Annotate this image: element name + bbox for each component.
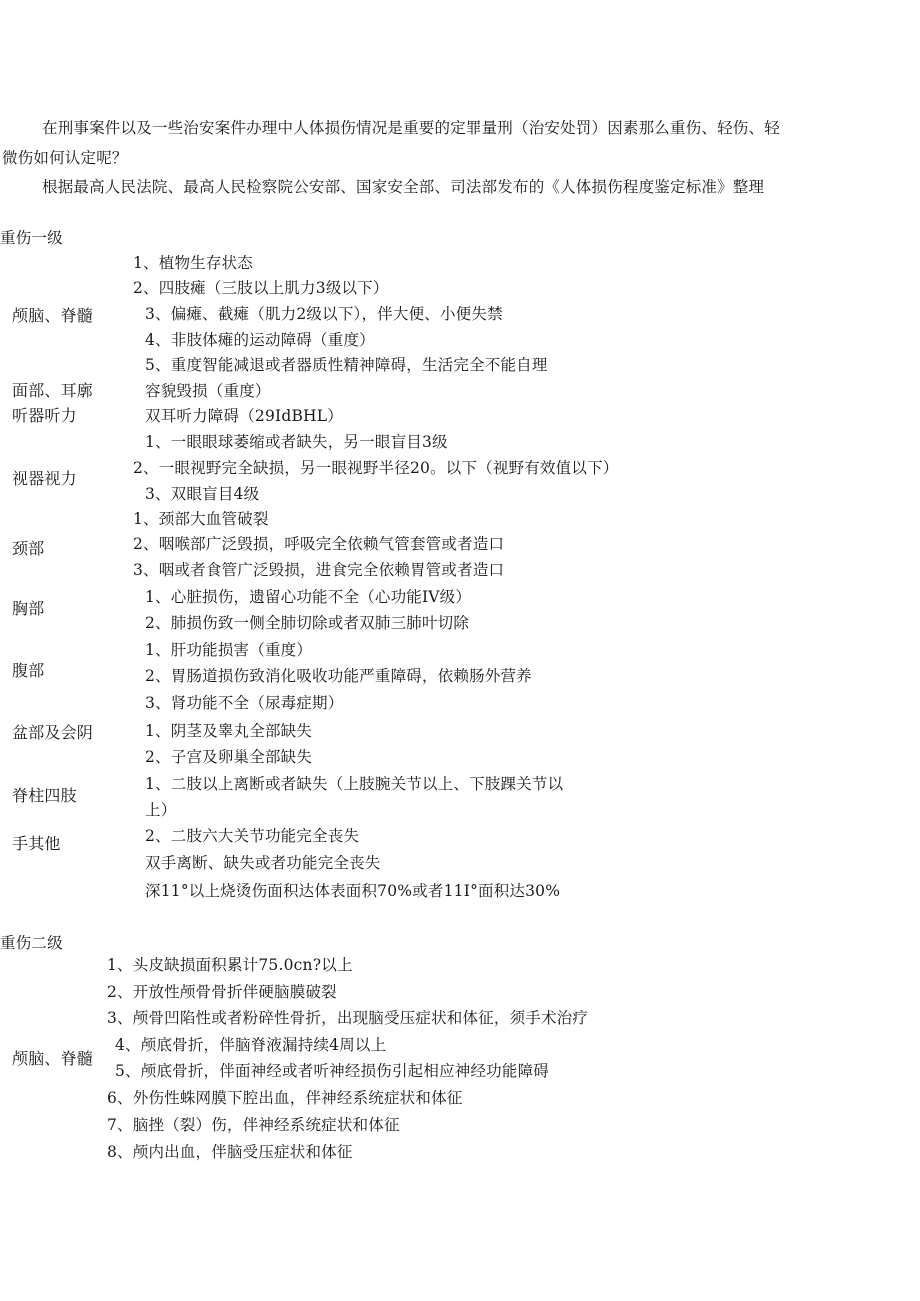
item-brain-1: 1、植物生存状态 — [133, 254, 253, 272]
item-l2-brain-1: 1、头皮缺损面积累计75.0cn?以上 — [107, 956, 353, 974]
item-vision-1: 1、一眼眼球萎缩或者缺失，另一眼盲目3级 — [145, 433, 448, 451]
item-neck-2: 2、咽喉部广泛毁损，呼吸完全依赖气管套管或者造口 — [133, 535, 505, 553]
item-pelvis-2: 2、子宫及卵巢全部缺失 — [145, 748, 313, 766]
item-vision-3: 3、双眼盲目4级 — [145, 485, 260, 503]
section-title-level1: 重伤一级 — [0, 229, 63, 247]
item-abdomen-2: 2、胃肠道损伤致消化吸收功能严重障碍，依赖肠外营养 — [145, 667, 532, 685]
item-abdomen-3: 3、肾功能不全（尿毒症期） — [145, 694, 344, 712]
item-l2-brain-2: 2、开放性颅骨骨折伴硬脑膜破裂 — [107, 983, 337, 1001]
item-neck-3: 3、咽或者食管广泛毁损，进食完全依赖胃管或者造口 — [133, 561, 505, 579]
category-hearing: 听器听力 — [12, 406, 77, 425]
section-title-level2: 重伤二级 — [0, 934, 63, 952]
item-l2-brain-3: 3、颅骨凹陷性或者粉碎性骨折，出现脑受压症状和体征，须手术治疗 — [107, 1009, 589, 1027]
source-note: 根据最高人民法院、最高人民检察院公安部、国家安全部、司法部发布的《人体损伤程度鉴定标准》整理 — [42, 178, 765, 196]
item-brain-3: 3、偏瘫、截瘫（肌力2级以下），伴大便、小便失禁 — [145, 305, 503, 323]
item-pelvis-1: 1、阴茎及睾丸全部缺失 — [145, 722, 313, 740]
item-l2-brain-6: 6、外伤性蛛网膜下腔出血，伴神经系统症状和体征 — [107, 1089, 463, 1107]
item-spine-2: 2、二肢六大关节功能完全丧失 — [145, 827, 360, 845]
intro-paragraph-line-1: 在刑事案件以及一些治安案件办理中人体损伤情况是重要的定罪量刑（治安处罚）因素那么重伤、轻伤、轻 — [42, 119, 780, 137]
item-face-ear: 容貌毁损（重度） — [145, 382, 271, 400]
item-hearing: 双耳听力障碍（29IdBHL） — [145, 407, 343, 425]
category-face-ear: 面部、耳廓 — [12, 381, 94, 400]
item-l2-brain-5: 5、颅底骨折，伴面神经或者听神经损伤引起相应神经功能障碍 — [115, 1062, 549, 1080]
item-brain-5: 5、重度智能减退或者器质性精神障碍，生活完全不能自理 — [145, 356, 548, 374]
category-abdomen: 腹部 — [12, 661, 45, 680]
item-brain-4: 4、非肢体瘫的运动障碍（重度） — [145, 331, 375, 349]
category-spine-limbs: 脊柱四肢 — [12, 786, 77, 805]
category-pelvis: 盆部及会阴 — [12, 723, 94, 742]
item-l2-brain-4: 4、颅底骨折，伴脑脊液漏持续4周以上 — [115, 1036, 387, 1054]
category-chest: 胸部 — [12, 599, 45, 618]
item-chest-2: 2、肺损伤致一侧全肺切除或者双肺三肺叶切除 — [145, 614, 470, 632]
item-spine-1: 1、二肢以上离断或者缺失（上肢腕关节以上、下肢踝关节以 — [145, 775, 564, 793]
item-hand: 双手离断、缺失或者功能完全丧失 — [145, 854, 381, 872]
category-vision: 视器视力 — [12, 469, 77, 488]
item-l2-brain-8: 8、颅内出血，伴脑受压症状和体征 — [107, 1143, 353, 1161]
category-brain-level2: 颅脑、脊髓 — [12, 1049, 94, 1068]
category-hand-other: 手其他 — [12, 834, 61, 853]
item-vision-2: 2、一眼视野完全缺损，另一眼视野半径20。以下（视野有效值以下） — [133, 459, 619, 477]
item-l2-brain-7: 7、脑挫（裂）伤，伴神经系统症状和体征 — [107, 1116, 400, 1134]
item-other: 深11°以上烧烫伤面积达体表面积70%或者11I°面积达30% — [145, 882, 561, 900]
item-brain-2: 2、四肢瘫（三肢以上肌力3级以下） — [133, 279, 389, 297]
intro-paragraph-line-2: 微伤如何认定呢？ — [2, 149, 128, 167]
item-spine-1-cont: 上） — [145, 801, 177, 819]
item-abdomen-1: 1、肝功能损害（重度） — [145, 641, 313, 659]
category-neck: 颈部 — [12, 539, 45, 558]
item-chest-1: 1、心脏损伤，遗留心功能不全（心功能IV级） — [145, 588, 472, 606]
category-brain: 颅脑、脊髓 — [12, 306, 94, 325]
item-neck-1: 1、颈部大血管破裂 — [133, 510, 269, 528]
